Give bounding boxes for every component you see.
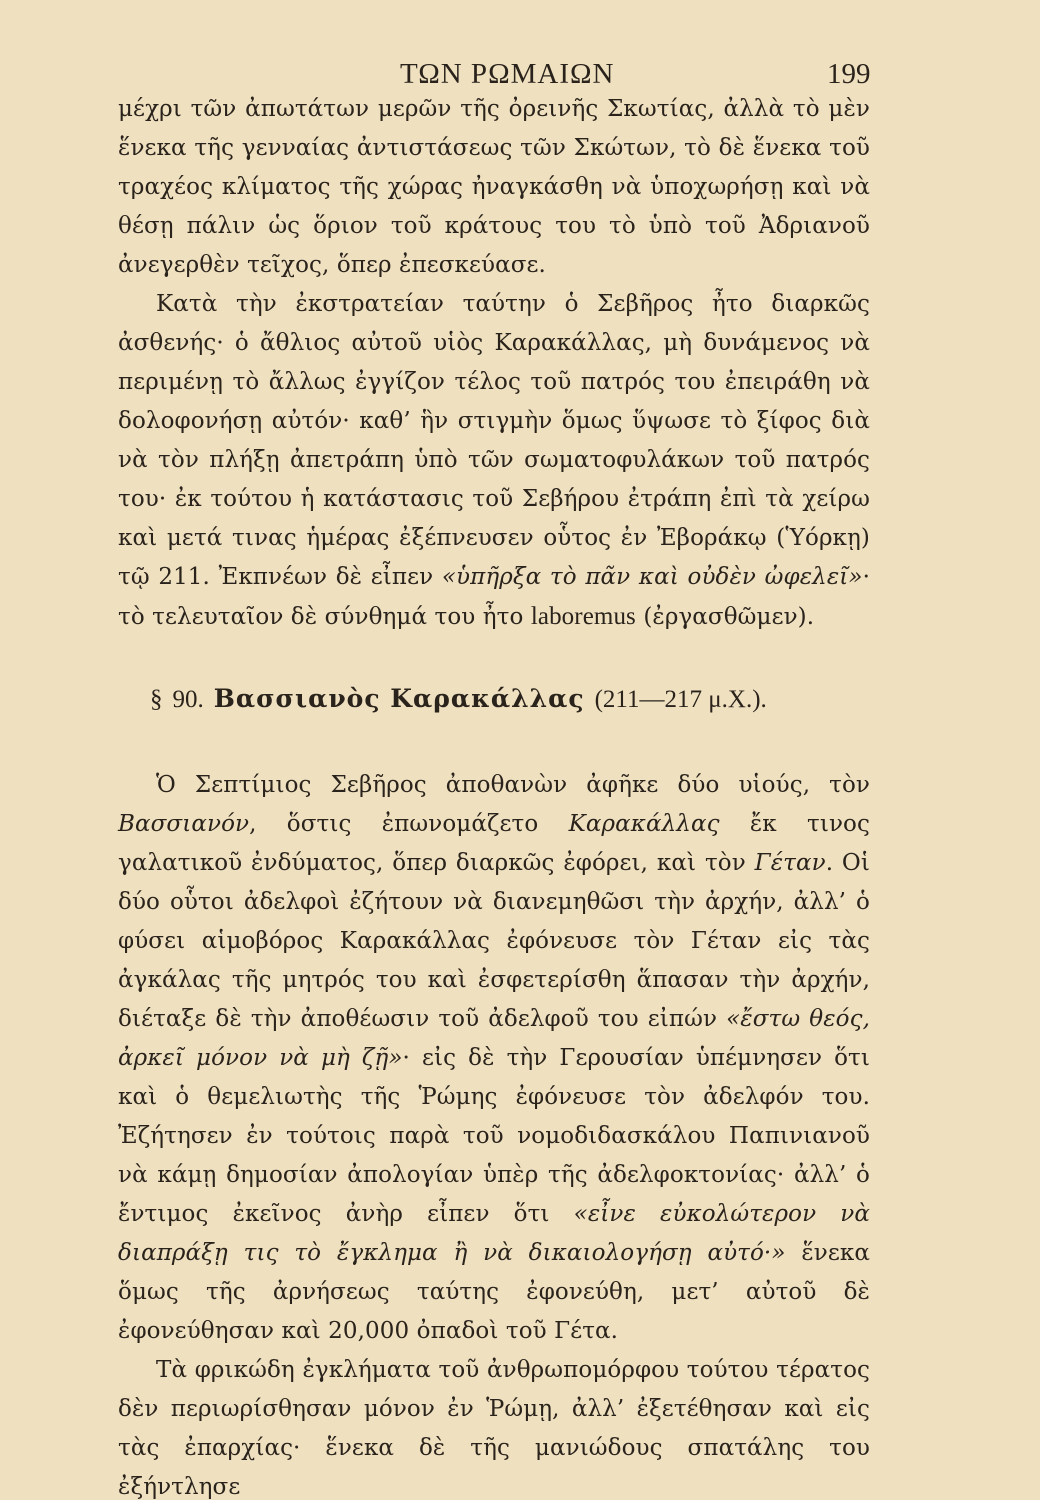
paragraph-text: , ὅστις ἐπωνομάζετο [249, 811, 539, 837]
paragraph-text: Τὰ φρικώδη ἐγκλήματα τοῦ ἀνθρωπομόρφου τούτου τέρατος δὲν περιωρίσθησαν μόνον ἐν Ῥώμῃ, ἀλλ’ ἐξετέθησαν καὶ εἰς τὰς ἐπαρχίας· ἕνεκα δὲ τῆς μανιώδους σπατάλης του ἐξήντλησε [118, 1357, 870, 1500]
section-symbol: § [150, 686, 163, 713]
quote-apotheosis: «ἔστω θεός, ἀρκεῖ μόνον νὰ μὴ ζῇ» [118, 1006, 870, 1071]
paragraph-crimes [118, 1351, 870, 1500]
paragraph-text: . Οἱ δύο οὗτοι ἀδελφοὶ ἐζήτουν νὰ διανεμηθῶσι τὴν ἀρχήν, ἀλλ’ ὁ φύσει αἱμοβόρος Καρακάλλας ἐφόνευσε τὸν Γέταν εἰς τὰς ἀγκάλας τῆς μητρός του καὶ ἐσφετερίσθη ἅπασαν τὴν ἀρχήν, διέταξε δὲ τὴν ἀποθέωσιν τοῦ ἀδελφοῦ του εἰπών [118, 850, 870, 1032]
section-heading [150, 679, 870, 720]
paragraph-text: (ἐργασθῶμεν). [643, 604, 815, 630]
name-bassianus: Βασσιανόν [118, 811, 250, 837]
section-number: 90. [172, 686, 204, 713]
section-title: Βασσιανὸς Καρακάλλας [213, 684, 585, 713]
paragraph-sons [118, 766, 870, 1351]
paragraph-text: · τὸ τελευταῖον δὲ σύνθημά του ἦτο [118, 564, 870, 630]
quote-last-words: «ὑπῆρξα τὸ πᾶν καὶ οὐδὲν ὠφελεῖ» [441, 564, 863, 590]
paragraph-text: Ὁ Σεπτίμιος Σεβῆρος ἀποθανὼν ἀφῆκε δύο υἱούς, τὸν [156, 772, 870, 798]
latin-word: laboremus [530, 603, 636, 630]
name-caracalla: Καρακάλλας [568, 811, 720, 837]
paragraph-text: Κατὰ τὴν ἐκστρατείαν ταύτην ὁ Σεβῆρος ἦτο διαρκῶς ἀσθενής· ὁ ἄθλιος αὐτοῦ υἱὸς Καρακάλλας, μὴ δυνάμενος νὰ περιμένῃ τὸ ἄλλως ἐγγίζον τέλος τοῦ πατρός του ἐπειράθη νὰ δολοφονήσῃ αὐτόν· καθ’ ἣν στιγμὴν ὅμως ὕψωσε τὸ ξίφος διὰ νὰ τὸν πλήξῃ ἀπετράπη ὑπὸ τῶν σωματοφυλάκων τοῦ πατρός του· ἐκ τούτου ἡ κατάστασις τοῦ Σεβήρου ἐτράπη ἐπὶ τὰ χείρω καὶ μετά τινας ἡμέρας ἐξέπνευσεν οὗτος ἐν Ἐβοράκῳ (Ὑόρκῃ) τῷ 211. Ἐκπνέων δὲ εἶπεν [118, 291, 870, 590]
paragraph-severus-death [118, 285, 870, 637]
paragraph-text: ἔκ τινος γαλατικοῦ ἐνδύματος, ὅπερ διαρκῶς ἐφόρει, καὶ τὸν [118, 811, 870, 876]
page-number: 199 [827, 58, 871, 90]
quote-papinian: «εἶνε εὐκολώτερον νὰ διαπράξῃ τις τὸ ἔγκλημα ἢ νὰ δικαιολογήσῃ αὐτό·» [118, 1201, 870, 1266]
paragraph-text: · εἰς δὲ τὴν Γερουσίαν ὑπέμνησεν ὅτι καὶ ὁ θεμελιωτὴς τῆς Ῥώμης ἐφόνευσε τὸν ἀδελφόν του. Ἐζήτησεν ἐν τούτοις παρὰ τοῦ νομοδιδασκάλου Παπινιανοῦ νὰ κάμῃ δημοσίαν ἀπολογίαν ὑπὲρ τῆς ἀδελφοκτονίας· ἀλλ’ ὁ ἔντιμος ἐκεῖνος ἀνὴρ εἶπεν ὅτι [118, 1045, 870, 1227]
section-years: (211—217 μ.Χ.). [594, 686, 767, 713]
paragraph-text: ἕνεκα ὅμως τῆς ἀρνήσεως ταύτης ἐφονεύθη, μετ’ αὐτοῦ δὲ ἐφονεύθησαν καὶ 20,000 ὀπαδοὶ τοῦ Γέτα. [118, 1240, 870, 1344]
name-geta: Γέταν [754, 850, 826, 876]
paragraph-continuation [118, 90, 870, 285]
body-text [118, 90, 870, 1500]
paragraph-text: μέχρι τῶν ἀπωτάτων μερῶν τῆς ὀρεινῆς Σκωτίας, ἀλλὰ τὸ μὲν ἕνεκα τῆς γενναίας ἀντιστάσεως τῶν Σκώτων, τὸ δὲ ἕνεκα τοῦ τραχέος κλίματος τῆς χώρας ἠναγκάσθη νὰ ὑποχωρήσῃ καὶ νὰ θέσῃ πάλιν ὡς ὅριον τοῦ κράτους του τὸ ὑπὸ τοῦ Ἀδριανοῦ ἀνεγερθὲν τεῖχος, ὅπερ ἐπεσκεύασε. [118, 96, 870, 278]
running-title: ΤΩΝ ΡΩΜΑΙΩΝ [400, 58, 615, 90]
